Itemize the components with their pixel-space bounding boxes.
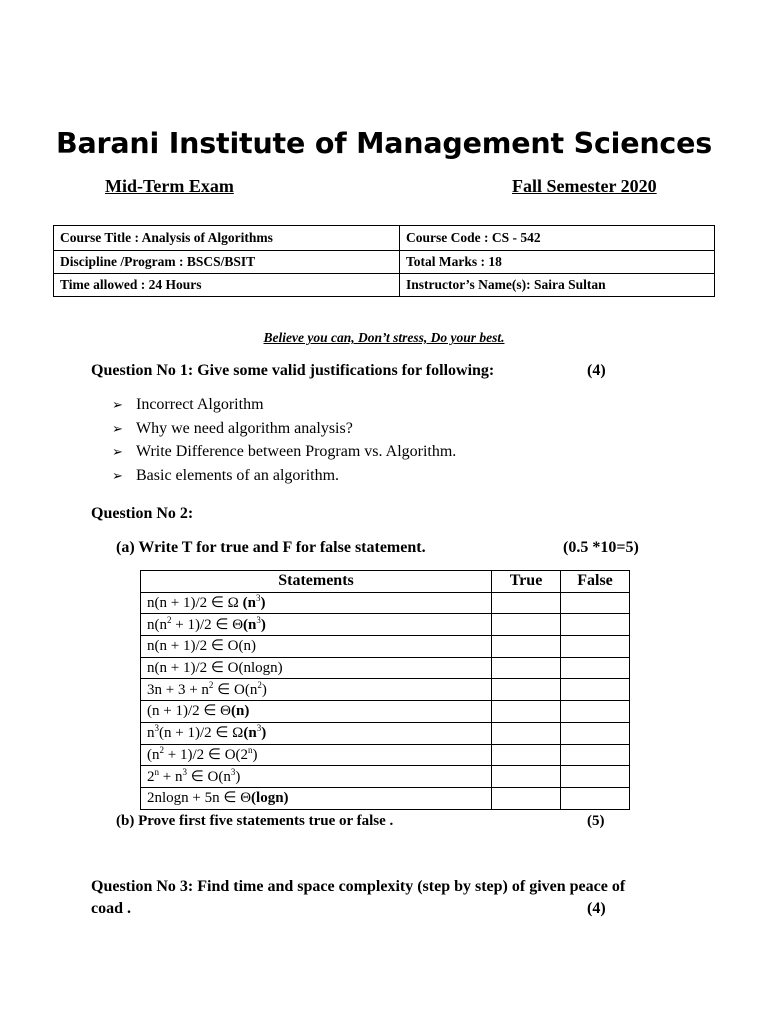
question-2a-marks: (0.5 *10=5) (563, 539, 639, 556)
question-2: Question No 2: (91, 505, 194, 522)
question-2a: (a) Write T for true and F for false statement. (116, 539, 426, 556)
table-row: $(n^2 + 1)/2$ ∈ O(2$^n$) (141, 744, 630, 766)
statements-table (140, 570, 630, 810)
exam-type: Mid-Term Exam (105, 176, 234, 196)
table-row: n(n + 1)/2 ∈ Ω $(n^3)$ (141, 592, 630, 614)
table-row: 2nlogn + 5n ∈ Θ(logn) (141, 787, 630, 809)
arrow-bullet-icon: ➢ (112, 421, 123, 437)
table-row: (n + 1)/2 ∈ Θ(n) (141, 701, 630, 723)
header-true: True (492, 571, 561, 593)
arrow-bullet-icon: ➢ (112, 468, 123, 484)
course-title: Course Title : Analysis of Algorithms (54, 226, 400, 251)
table-row: $n(n^2 + 1)/2$ ∈ $\Theta(n^3)$ (141, 614, 630, 636)
header-false: False (561, 571, 630, 593)
course-info-table (53, 225, 715, 297)
semester: Fall Semester 2020 (512, 176, 657, 196)
list-item: ➢ Write Difference between Program vs. Algorithm. (112, 442, 456, 466)
question-1-list (112, 395, 456, 489)
question-1: Question No 1: Give some valid justifications for following: (91, 362, 495, 379)
question-2b-marks: (5) (587, 813, 605, 829)
list-item: ➢ Why we need algorithm analysis? (112, 419, 456, 443)
header-statements: Statements (141, 571, 492, 593)
question-3-marks: (4) (587, 900, 606, 917)
table-row: n(n + 1)/2 ∈ O(n) (141, 636, 630, 658)
time-allowed: Time allowed : 24 Hours (54, 274, 400, 297)
discipline: Discipline /Program : BSCS/BSIT (54, 251, 400, 274)
question-3: Question No 3: Find time and space complexity (step by step) of given peace of (91, 878, 626, 895)
table-row: $n^3(n + 1)/2$ ∈ $\Omega(n^3)$ (141, 722, 630, 744)
course-code: Course Code : CS - 542 (400, 226, 715, 251)
arrow-bullet-icon: ➢ (112, 398, 123, 413)
instructor-name: Instructor’s Name(s): Saira Sultan (400, 274, 715, 297)
question-2b: (b) Prove first five statements true or false . (116, 813, 394, 829)
table-row: $2^n + n^3$ ∈ $O(n^3)$ (141, 766, 630, 788)
list-item: ➢ Incorrect Algorithm (112, 395, 456, 419)
table-row: $3n + 3 + n^2$ ∈ $O(n^2)$ (141, 679, 630, 701)
question-3-line2: coad . (91, 900, 131, 917)
list-item: ➢ Basic elements of an algorithm. (112, 466, 456, 490)
motto: Believe you can, Don’t stress, Do your best. (263, 330, 505, 345)
arrow-bullet-icon: ➢ (112, 445, 123, 460)
table-row: n(n + 1)/2 ∈ O(nlogn) (141, 657, 630, 679)
institute-title: Barani Institute of Management Sciences (55, 127, 713, 160)
total-marks: Total Marks : 18 (400, 251, 715, 274)
question-1-marks: (4) (587, 362, 606, 379)
